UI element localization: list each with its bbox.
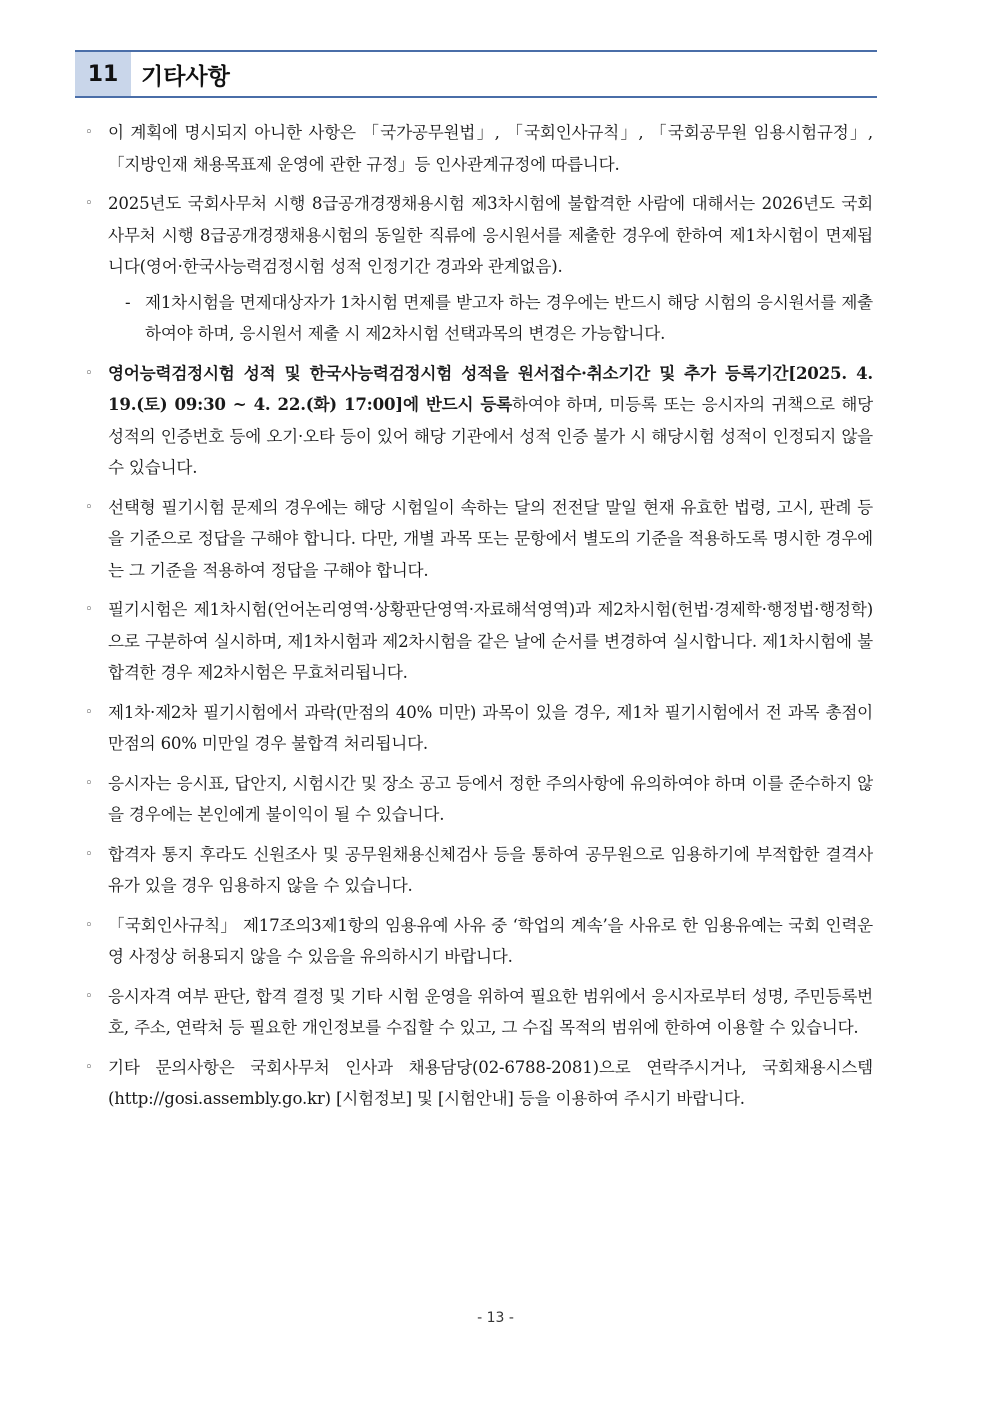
bullet-icon: ◦ [85, 704, 93, 720]
section-number: 11 [75, 52, 131, 96]
sub-item-text: 제1차시험을 면제대상자가 1차시험 면제를 받고자 하는 경우에는 반드시 해당 시험의 응시원서를 제출하여야 하며, 응시원서 제출 시 제2차시험 선택과목의 변경은 가능합니다. [145, 292, 873, 343]
bullet-icon: ◦ [85, 775, 93, 791]
notice-list [85, 117, 873, 1123]
item-text: 2025년도 국회사무처 시행 8급공개경쟁채용시험 제3차시험에 불합격한 사람에 대해서는 2026년도 국회사무처 시행 8급공개경쟁채용시험의 동일한 직류에 응시원서를 제출한 경우에 한하여 제1차시험이 면제됩니다(영어·한국사능력검정시험 성적 인정기간 경과와 관계없음). [108, 194, 873, 276]
bullet-icon: ◦ [85, 125, 93, 140]
list-item [85, 697, 873, 760]
bullet-icon: ◦ [85, 196, 93, 211]
dash-icon: - [125, 292, 131, 312]
item-text: 응시자는 응시표, 답안지, 시험시간 및 장소 공고 등에서 정한 주의사항에 유의하여야 하며 이를 준수하지 않을 경우에는 본인에게 불이익이 될 수 있습니다. [108, 773, 873, 824]
list-item [85, 492, 873, 587]
bullet-icon: ◦ [85, 1059, 93, 1075]
item-text: 합격자 통지 후라도 신원조사 및 공무원채용신체검사 등을 통하여 공무원으로 임용하기에 부적합한 결격사유가 있을 경우 임용하지 않을 수 있습니다. [108, 844, 873, 895]
section-title: 기타사항 [141, 63, 230, 90]
list-item [85, 910, 873, 973]
bullet-icon: ◦ [85, 602, 93, 617]
item-text: 「국회인사규칙」 제17조의3제1항의 임용유예 사유 중 ‘학업의 계속’을 사유로 한 임용유예는 국회 인력운영 사정상 허용되지 않을 수 있음을 유의하시기 바랍니다. [108, 915, 873, 966]
bullet-icon: ◦ [85, 499, 93, 515]
bullet-icon: ◦ [85, 365, 93, 381]
list-item [85, 188, 873, 283]
list-item [85, 358, 873, 484]
list-item [85, 1052, 873, 1115]
item-text: 제1차·제2차 필기시험에서 과락(만점의 40% 미만) 과목이 있을 경우, 제1차 필기시험에서 전 과목 총점이 만점의 60% 미만일 경우 불합격 처리됩니다. [108, 702, 873, 753]
item-text: 응시자격 여부 판단, 합격 결정 및 기타 시험 운영을 위하여 필요한 범위에서 응시자로부터 성명, 주민등록번호, 주소, 연락처 등 필요한 개인정보를 수집할 수 있고, 그 수집 목적의 범위에 한하여 이용할 수 있습니다. [108, 986, 873, 1037]
list-item [85, 594, 873, 689]
item-text: 선택형 필기시험 문제의 경우에는 해당 시험일이 속하는 달의 전전달 말일 현재 유효한 법령, 고시, 판례 등을 기준으로 정답을 구해야 합니다. 다만, 개별 과목 또는 문항에서 별도의 기준을 적용하도록 명시한 경우에는 그 기준을 적용하여 정답을 구해야 합니다. [108, 497, 873, 580]
item-text: 기타 문의사항은 국회사무처 인사과 채용담당(02-6788-2081)으로 연락주시거나, 국회채용시스템(http://gosi.assembly.go.kr) [시험정보] 및 [시험안내] 등을 이용하여 주시기 바랍니다. [108, 1057, 873, 1108]
item-text: 필기시험은 제1차시험(언어논리영역·상황판단영역·자료해석영역)과 제2차시험(헌법·경제학·행정법·행정학)으로 구분하여 실시하며, 제1차시험과 제2차시험을 같은 날에 순서를 변경하여 실시합니다. 제1차시험에 불합격한 경우 제2차시험은 무효처리됩니다. [108, 600, 873, 682]
bullet-icon: ◦ [85, 988, 93, 1004]
list-item [85, 117, 873, 180]
section-header [75, 50, 877, 98]
item-text: 하여야 하며, 미등록 또는 응시자의 귀책으로 해당 성적의 인증번호 등에 오기·오타 등이 있어 해당 기관에서 성적 인증 불가 시 해당시험 성적이 인정되지 않을 수 있습니다. [108, 395, 873, 477]
item-text: 이 계획에 명시되지 아니한 사항은 「국가공무원법」, 「국회인사규칙」, 「국회공무원 임용시험규정」, 「지방인재 채용목표제 운영에 관한 규정」등 인사관계규정에 따릅니다. [108, 123, 873, 174]
item-bold-text: 영어능력검정시험 성적 및 한국사능력검정시험 성적을 원서접수·취소기간 및 추가 등록기간[2025. 4. 19.(토) 09:30 ~ 4. 22.(화) 17:00]에 반드시 등록 [108, 362, 873, 414]
page-number: - 13 - [477, 1310, 514, 1326]
bullet-icon: ◦ [85, 846, 93, 862]
sub-list-item [85, 287, 873, 350]
bullet-icon: ◦ [85, 917, 93, 933]
list-item [85, 768, 873, 831]
list-item [85, 839, 873, 902]
list-item [85, 981, 873, 1044]
